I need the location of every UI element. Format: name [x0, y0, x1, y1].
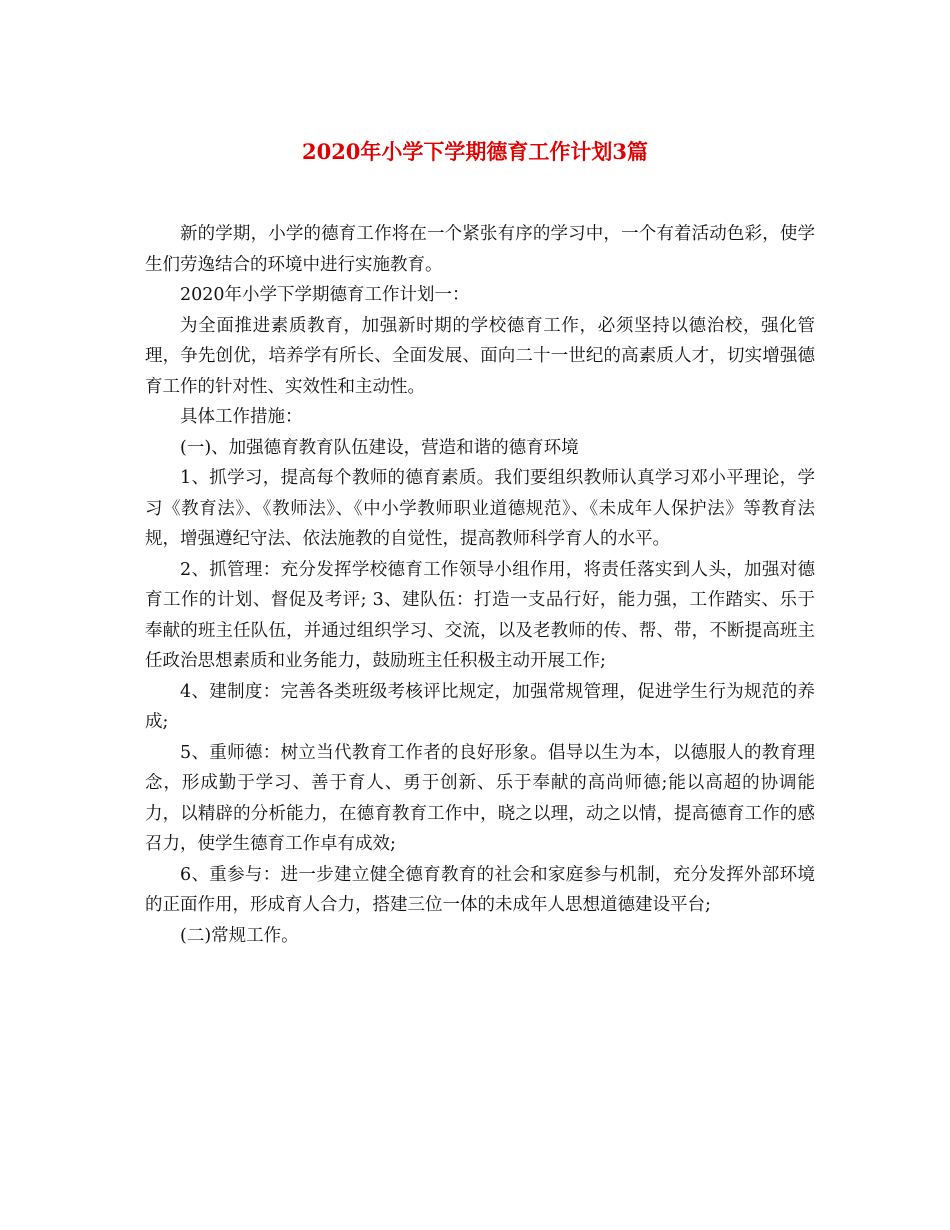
document-title: 2020年小学下学期德育工作计划3篇 [301, 139, 649, 164]
paragraph: 1、抓学习，提高每个教师的德育素质。我们要组织教师认真学习邓小平理论，学习《教育法》、《教师法》、《中小学教师职业道德规范》、《未成年人保护法》等教育法规，增强遵纪守法、依法施教的自觉性，提高教师科学育人的水平。 [145, 468, 815, 549]
paragraph: 6、重参与：进一步建立健全德育教育的社会和家庭参与机制，充分发挥外部环境的正面作用，形成育人合力，搭建三位一体的未成年人思想道德建设平台; [145, 864, 815, 915]
paragraph: 新的学期，小学的德育工作将在一个紧张有序的学习中，一个有着活动色彩，使学生们劳逸结合的环境中进行实施教育。 [145, 224, 815, 275]
paragraph: (一)、加强德育教育队伍建设，营造和谐的德育环境 [180, 437, 579, 458]
paragraph: (二)常规工作。 [180, 925, 299, 946]
paragraph: 2、抓管理：充分发挥学校德育工作领导小组作用，将责任落实到人头，加强对德育工作的计划、督促及考评; 3、建队伍：打造一支品行好，能力强，工作踏实、乐于奉献的班主任队伍，并通过组织学习、交流，以及老教师的传、帮、带，不断提高班主任政治思想素质和业务能力，鼓励班主任积极主动开展工作; [145, 559, 815, 671]
paragraph: 2020年小学下学期德育工作计划一： [180, 285, 470, 305]
paragraph: 具体工作措施： [180, 407, 303, 427]
paragraph: 为全面推进素质教育，加强新时期的学校德育工作，必须坚持以德治校，强化管理，争先创优，培养学有所长、全面发展、面向二十一世纪的高素质人才，切实增强德育工作的针对性、实效性和主动性。 [145, 315, 815, 397]
paragraph: 5、重师德：树立当代教育工作者的良好形象。倡导以生为本，以德服人的教育理念，形成勤于学习、善于育人、勇于创新、乐于奉献的高尚师德;能以高超的协调能力，以精辟的分析能力，在德育教育工作中，晓之以理，动之以情，提高德育工作的感召力，使学生德育工作卓有成效; [145, 742, 815, 854]
paragraph: 4、建制度：完善各类班级考核评比规定，加强常规管理，促进学生行为规范的养成; [145, 681, 815, 732]
document-body [145, 219, 815, 951]
